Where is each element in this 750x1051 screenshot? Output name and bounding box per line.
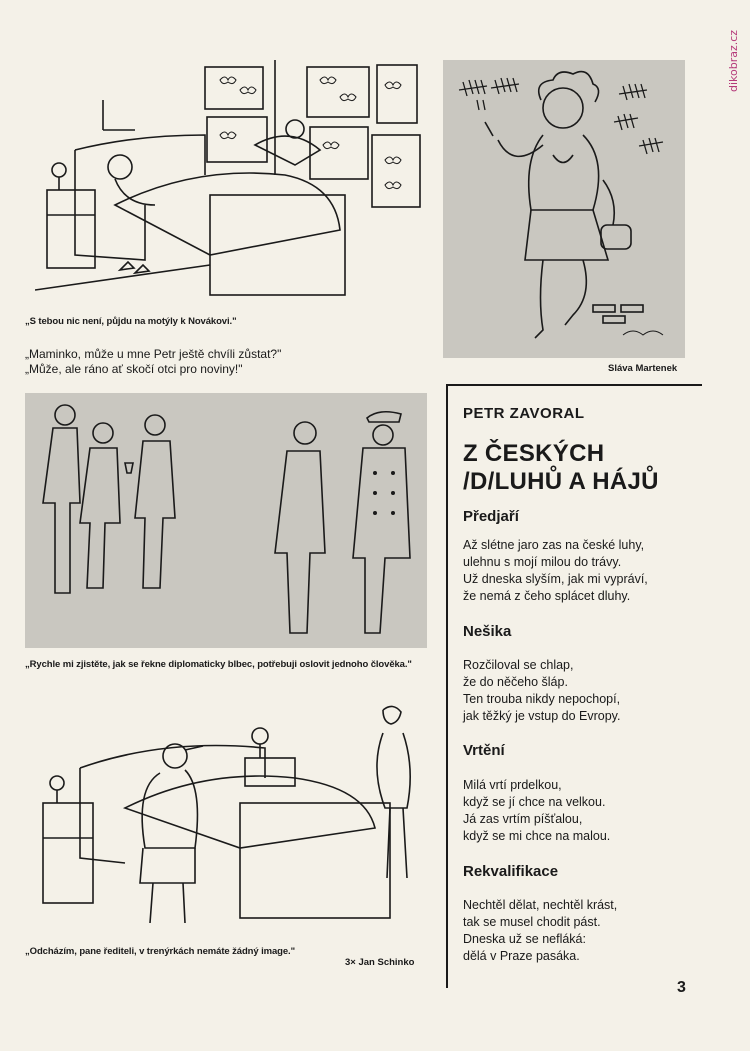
poem-line: Nechtěl dělat, nechtěl krást, <box>463 898 618 912</box>
caption-butterflies: „S tebou nic není, půjdu na motýly k Novákovi." <box>25 316 237 327</box>
column-divider-vertical <box>446 384 448 988</box>
poem-title-line2: /D/LUHŮ A HÁJŮ <box>463 468 659 495</box>
poem-line: že do něčeho šláp. <box>463 675 568 689</box>
page-number: 3 <box>677 979 686 996</box>
cartoon-diplomats <box>25 393 427 648</box>
poem-line: Ten trouba nikdy nepochopí, <box>463 692 621 706</box>
poem-line: Až slétne jaro zas na české luhy, <box>463 538 645 552</box>
poem-line: Rozčiloval se chlap, <box>463 658 574 672</box>
poem-line: dělá v Praze pasáka. <box>463 949 580 963</box>
poem-line: že nemá z čeho splácet dluhy. <box>463 589 631 603</box>
poem-line: Milá vrtí prdelkou, <box>463 778 562 792</box>
poem-line: když se jí chce na velkou. <box>463 795 606 809</box>
caption-petr-line1: „Maminko, může u mne Petr ještě chvíli zůstat?" <box>25 347 282 361</box>
poem-heading: Nešika <box>463 623 512 640</box>
poem-line: jak těžký je vstup do Evropy. <box>463 709 621 723</box>
poem-heading: Rekvalifikace <box>463 863 559 880</box>
poem-heading: Předjaří <box>463 508 519 525</box>
poem-title <box>463 440 659 496</box>
poem-title-line1: Z ČESKÝCH <box>463 440 605 467</box>
cartoon-tally-woman <box>443 60 685 358</box>
signature-martenek: Sláva Martenek <box>608 363 678 374</box>
cartoon-butterflies <box>35 55 430 305</box>
caption-diplomat: „Rychle mi zjistěte, jak se řekne diplomaticky blbec, potřebuji oslovit jednoho člověka." <box>25 659 412 670</box>
signature-schinko: 3× Jan Schinko <box>345 957 415 968</box>
poem-line: Už dneska slyším, jak mi vypráví, <box>463 572 648 586</box>
column-divider-horizontal <box>446 384 702 386</box>
poem-line: Já zas vrtím píšťalou, <box>463 812 583 826</box>
poem-line: tak se musel chodit pást. <box>463 915 601 929</box>
poem-author: PETR ZAVORAL <box>463 405 585 422</box>
poem-heading: Vrtění <box>463 742 505 759</box>
poem-line: když se mi chce na malou. <box>463 829 611 843</box>
watermark-text: dikobraz.cz <box>727 29 740 92</box>
caption-underwear: „Odcházím, pane řediteli, v trenýrkách nemáte žádný image." <box>25 946 295 957</box>
cartoon-underwear <box>35 698 430 938</box>
poem-line: ulehnu s mojí milou do trávy. <box>463 555 622 569</box>
caption-petr-line2: „Může, ale ráno ať skočí otci pro noviny!" <box>25 362 243 376</box>
poem-line: Dneska už se nefláká: <box>463 932 586 946</box>
